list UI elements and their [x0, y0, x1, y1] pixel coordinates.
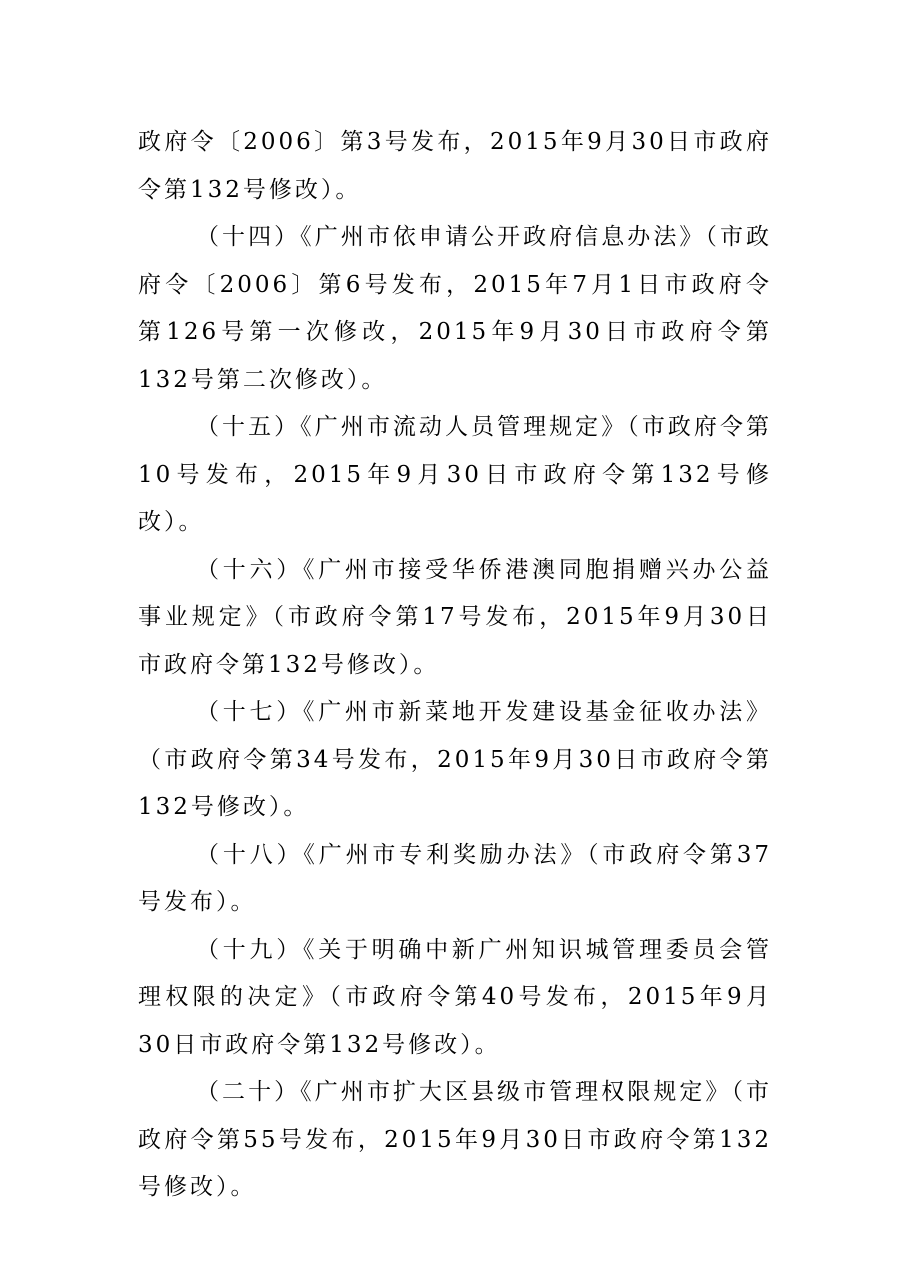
paragraph-continuation: 政府令〔2006〕第3号发布，2015年9月30日市政府令第132号修改）。 [138, 129, 772, 203]
document-body [138, 119, 772, 1212]
paragraph-item-18: （十八）《广州市专利奖励办法》（市政府令第37号发布）。 [138, 841, 772, 915]
paragraph-item-20: （二十）《广州市扩大区县级市管理权限规定》（市政府令第55号发布，2015年9月30日市政府令第132号修改）。 [138, 1079, 772, 1200]
paragraph-item-14: （十四）《广州市依申请公开政府信息办法》（市政府令〔2006〕第6号发布，2015年7月1日市政府令第126号第一次修改，2015年9月30日市政府令第132号第二次修改）。 [138, 224, 772, 393]
paragraph-item-17: （十七）《广州市新菜地开发建设基金征收办法》（市政府令第34号发布，2015年9月30日市政府令第132号修改）。 [138, 699, 772, 820]
paragraph-item-19: （十九）《关于明确中新广州知识城管理委员会管理权限的决定》（市政府令第40号发布，2015年9月30日市政府令第132号修改）。 [138, 936, 772, 1058]
paragraph-item-16: （十六）《广州市接受华侨港澳同胞捐赠兴办公益事业规定》（市政府令第17号发布，2015年9月30日市政府令第132号修改）。 [138, 556, 772, 678]
paragraph-item-15: （十五）《广州市流动人员管理规定》（市政府令第10号发布，2015年9月30日市政府令第132号修改）。 [138, 414, 772, 535]
